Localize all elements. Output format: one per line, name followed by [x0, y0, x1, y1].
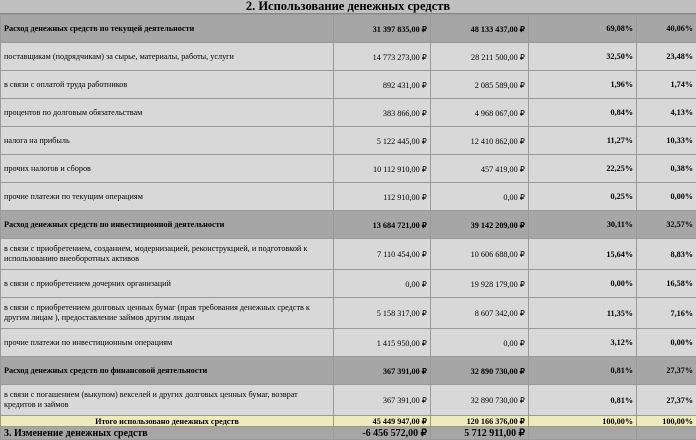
percent-cell[interactable]: 32,50%: [529, 43, 637, 71]
table-row: [1, 270, 696, 298]
value-cell[interactable]: 892 431,00 ₽: [334, 71, 431, 99]
table-row: [1, 155, 696, 183]
percent-cell[interactable]: 23,48%: [637, 43, 696, 71]
row-label[interactable]: Расход денежных средств по финансовой деятельности: [1, 357, 334, 385]
table-row: [1, 239, 696, 270]
percent-cell[interactable]: 7,16%: [637, 298, 696, 329]
percent-cell[interactable]: 15,64%: [529, 239, 637, 270]
percent-cell[interactable]: 0,25%: [529, 183, 637, 211]
value-cell[interactable]: 457 419,00 ₽: [431, 155, 529, 183]
percent-cell[interactable]: 0,00%: [637, 329, 696, 357]
value-cell[interactable]: 32 890 730,00 ₽: [431, 357, 529, 385]
percent-cell[interactable]: 40,06%: [637, 15, 696, 43]
row-label[interactable]: в связи с оплатой труда работников: [1, 71, 334, 99]
value-cell[interactable]: 5 122 445,00 ₽: [334, 127, 431, 155]
empty-cell[interactable]: [529, 427, 637, 440]
total-value-cell[interactable]: 120 166 376,00 ₽: [431, 416, 529, 427]
percent-cell[interactable]: 11,27%: [529, 127, 637, 155]
row-label[interactable]: в связи с приобретением долговых ценных бумаг (прав требования денежных средств к другим лицам ), предоставление займов другим лицам: [1, 298, 334, 329]
percent-cell[interactable]: 11,35%: [529, 298, 637, 329]
row-label[interactable]: Расход денежных средств по текущей деятельности: [1, 15, 334, 43]
table-row: [1, 385, 696, 416]
value-cell[interactable]: 39 142 209,00 ₽: [431, 211, 529, 239]
value-cell[interactable]: 7 110 454,00 ₽: [334, 239, 431, 270]
value-cell[interactable]: 48 133 437,00 ₽: [431, 15, 529, 43]
percent-cell[interactable]: 30,11%: [529, 211, 637, 239]
value-cell[interactable]: 112 910,00 ₽: [334, 183, 431, 211]
total-percent-cell[interactable]: 100,00%: [529, 416, 637, 427]
percent-cell[interactable]: 1,96%: [529, 71, 637, 99]
total-value-cell[interactable]: 45 449 947,00 ₽: [334, 416, 431, 427]
table-row: [1, 298, 696, 329]
percent-cell[interactable]: 69,08%: [529, 15, 637, 43]
table-row: [1, 15, 696, 43]
value-cell[interactable]: 8 607 342,00 ₽: [431, 298, 529, 329]
table-row: [1, 211, 696, 239]
table-row: [1, 71, 696, 99]
percent-cell[interactable]: 22,25%: [529, 155, 637, 183]
percent-cell[interactable]: 32,57%: [637, 211, 696, 239]
percent-cell[interactable]: 10,33%: [637, 127, 696, 155]
value-cell[interactable]: 32 890 730,00 ₽: [431, 385, 529, 416]
change-value-cell[interactable]: -6 456 572,00 ₽: [334, 427, 431, 440]
value-cell[interactable]: 0,00 ₽: [431, 183, 529, 211]
value-cell[interactable]: 4 968 067,00 ₽: [431, 99, 529, 127]
row-label[interactable]: в связи с погашением (выкупом) векселей и других долговых ценных бумаг, возврат кредитов и займов: [1, 385, 334, 416]
total-label[interactable]: Итого использовано денежных средств: [1, 416, 334, 427]
percent-cell[interactable]: 0,84%: [529, 99, 637, 127]
value-cell[interactable]: 12 410 862,00 ₽: [431, 127, 529, 155]
value-cell[interactable]: 2 085 589,00 ₽: [431, 71, 529, 99]
percent-cell[interactable]: 27,37%: [637, 385, 696, 416]
row-label[interactable]: в связи с приобретением дочерних организаций: [1, 270, 334, 298]
value-cell[interactable]: 1 415 950,00 ₽: [334, 329, 431, 357]
percent-cell[interactable]: 16,58%: [637, 270, 696, 298]
percent-cell[interactable]: 27,37%: [637, 357, 696, 385]
value-cell[interactable]: 13 684 721,00 ₽: [334, 211, 431, 239]
row-label[interactable]: поставщикам (подрядчикам) за сырье, материалы, работы, услуги: [1, 43, 334, 71]
value-cell[interactable]: 0,00 ₽: [334, 270, 431, 298]
value-cell[interactable]: 5 158 317,00 ₽: [334, 298, 431, 329]
value-cell[interactable]: 10 112 910,00 ₽: [334, 155, 431, 183]
table-row: [1, 329, 696, 357]
table-row: [1, 127, 696, 155]
value-cell[interactable]: 31 397 835,00 ₽: [334, 15, 431, 43]
percent-cell[interactable]: 0,81%: [529, 385, 637, 416]
row-label[interactable]: Расход денежных средств по инвестиционной деятельности: [1, 211, 334, 239]
percent-cell[interactable]: 1,74%: [637, 71, 696, 99]
percent-cell[interactable]: 3,12%: [529, 329, 637, 357]
change-label[interactable]: 3. Изменение денежных средств: [1, 427, 334, 440]
row-label[interactable]: в связи с приобретением, созданием, модернизацией, реконструкцией, и подготовкой к использованию внеоборотных активов: [1, 239, 334, 270]
row-label[interactable]: налога на прибыль: [1, 127, 334, 155]
percent-cell[interactable]: 0,81%: [529, 357, 637, 385]
total-row: [1, 416, 696, 427]
percent-cell[interactable]: 0,38%: [637, 155, 696, 183]
percent-cell[interactable]: 4,13%: [637, 99, 696, 127]
value-cell[interactable]: 367 391,00 ₽: [334, 385, 431, 416]
row-label[interactable]: прочих налогов и сборов: [1, 155, 334, 183]
percent-cell[interactable]: 8,83%: [637, 239, 696, 270]
table-row: [1, 357, 696, 385]
value-cell[interactable]: 10 606 688,00 ₽: [431, 239, 529, 270]
change-row: [1, 427, 696, 440]
value-cell[interactable]: 383 866,00 ₽: [334, 99, 431, 127]
table-row: [1, 183, 696, 211]
value-cell[interactable]: 0,00 ₽: [431, 329, 529, 357]
row-label[interactable]: прочие платежи по инвестиционным операциям: [1, 329, 334, 357]
value-cell[interactable]: 367 391,00 ₽: [334, 357, 431, 385]
section-title: 2. Использование денежных средств: [0, 0, 696, 14]
row-label[interactable]: прочие платежи по текущим операциям: [1, 183, 334, 211]
table-row: [1, 99, 696, 127]
value-cell[interactable]: 28 211 500,00 ₽: [431, 43, 529, 71]
value-cell[interactable]: 14 773 273,00 ₽: [334, 43, 431, 71]
percent-cell[interactable]: 0,00%: [637, 183, 696, 211]
total-percent-cell[interactable]: 100,00%: [637, 416, 696, 427]
change-value-cell[interactable]: 5 712 911,00 ₽: [431, 427, 529, 440]
table-row: [1, 43, 696, 71]
empty-cell[interactable]: [637, 427, 696, 440]
percent-cell[interactable]: 0,00%: [529, 270, 637, 298]
cash-usage-table: [0, 14, 696, 440]
row-label[interactable]: процентов по долговым обязательствам: [1, 99, 334, 127]
value-cell[interactable]: 19 928 179,00 ₽: [431, 270, 529, 298]
